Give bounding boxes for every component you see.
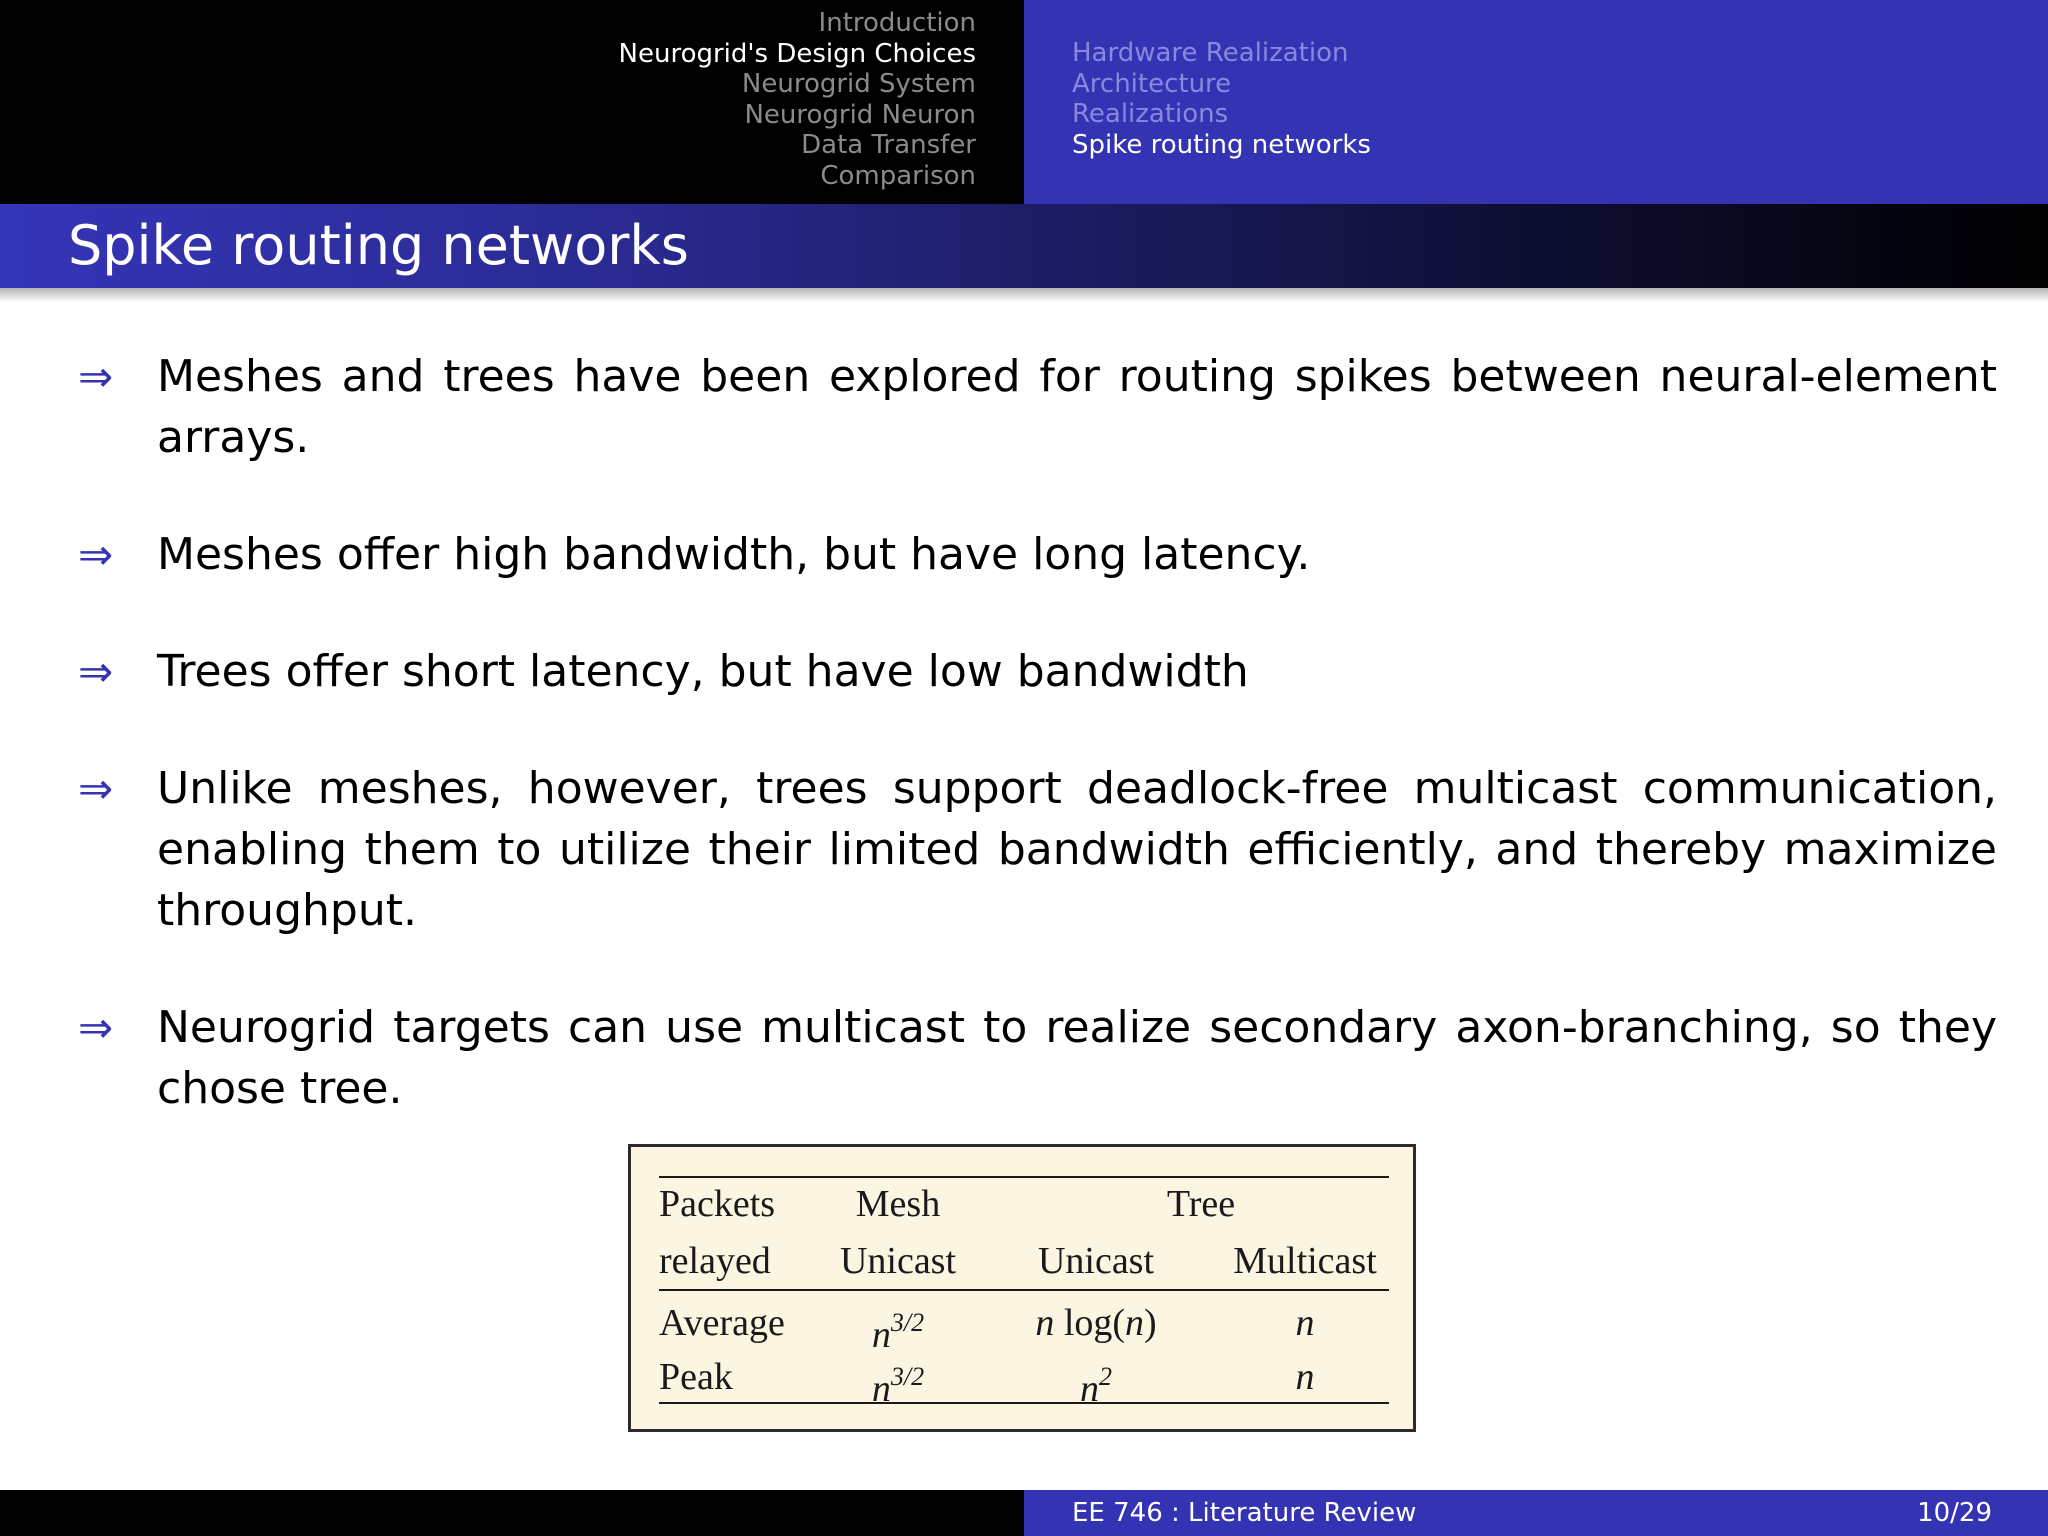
table-top-rule [659,1176,1389,1178]
bullet-text: Meshes offer high bandwidth, but have long latency. [157,529,1311,580]
average-mesh-unicast: $n^{3/2}$ [871,1308,925,1356]
row-label-average: Average [659,1302,785,1344]
nav-section-design-choices[interactable]: Neurogrid's Design Choices [618,38,976,69]
header-mesh: Mesh [855,1183,941,1225]
nav-section-comparison[interactable]: Comparison [820,160,976,191]
header-tree: Tree [1166,1183,1236,1225]
row-label-peak: Peak [659,1356,733,1398]
nav-section-neurogrid-neuron[interactable]: Neurogrid Neuron [744,99,976,130]
bullet-text: Meshes and trees have been explored for routing spikes between neural-element arrays. [157,351,1997,463]
header-tree-unicast: Unicast [1037,1240,1155,1282]
page-number: 10/29 [1917,1498,1992,1528]
footer-course-title: EE 746 : Literature Review [1072,1498,1417,1528]
double-arrow-icon: ⇒ [78,1003,114,1052]
nav-section-data-transfer[interactable]: Data Transfer [801,130,976,161]
double-arrow-icon: ⇒ [78,352,114,401]
header-subsection-nav [1024,0,2048,204]
peak-tree-multicast: n [1295,1356,1315,1398]
nav-subsection-spike-routing[interactable]: Spike routing networks [1072,129,1371,160]
bullet-text: Neurogrid targets can use multicast to realize secondary axon-branching, so they chose tree. [157,1002,1997,1114]
nav-subsection-realizations[interactable]: Realizations [1072,99,1229,130]
double-arrow-icon: ⇒ [78,530,114,579]
peak-tree-unicast: $n^2$ [1080,1362,1112,1410]
slide-title-bar [0,204,2048,288]
header-tree-multicast: Multicast [1233,1240,1377,1282]
bullet-text: Trees offer short latency, but have low bandwidth [157,646,1249,697]
table-mid-rule [659,1289,1389,1291]
footer-left-bar [0,1490,1024,1536]
section-list [619,8,976,192]
nav-subsection-hardware-realization[interactable]: Hardware Realization [1072,38,1349,68]
header-mesh-unicast: Unicast [839,1240,957,1282]
header-relayed: relayed [659,1240,771,1282]
double-arrow-icon: ⇒ [78,764,114,813]
nav-section-neurogrid-system[interactable]: Neurogrid System [741,69,976,100]
nav-section-introduction[interactable]: Introduction [818,8,976,38]
subsection-list [1072,38,1371,160]
slide-title: Spike routing networks [68,214,689,277]
average-tree-unicast: n log(n) [1035,1302,1157,1344]
header-section-nav [0,0,1024,204]
average-tree-multicast: n [1295,1302,1315,1344]
title-shadow [0,288,2048,302]
bullet-text: Unlike meshes, however, trees support deadlock-free multicast communication, enabling them to utilize their limited bandwidth efficiently, and thereby maximize throughput. [157,763,1997,936]
nav-subsection-architecture[interactable]: Architecture [1072,68,1232,99]
double-arrow-icon: ⇒ [78,647,114,696]
routing-complexity-table [628,1144,1416,1432]
footer-right-bar [1024,1490,2048,1536]
peak-mesh-unicast: $n^{3/2}$ [871,1362,925,1410]
header-packets: Packets [659,1183,776,1225]
